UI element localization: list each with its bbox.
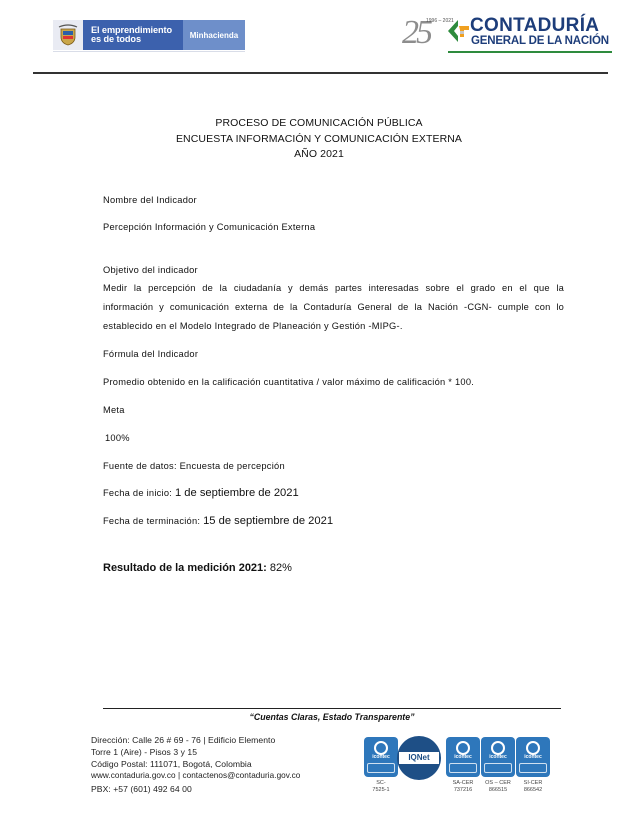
slogan-line-1: El emprendimiento xyxy=(91,25,173,35)
government-slogan xyxy=(83,20,183,50)
cert-code-5: SI-CER 866542 xyxy=(523,780,543,793)
document-title-line-3: AÑO 2021 xyxy=(294,148,344,160)
document-title-line-1: PROCESO DE COMUNICACIÓN PÚBLICA xyxy=(215,117,423,129)
goal-value: 100% xyxy=(105,433,130,443)
footer-divider xyxy=(103,708,561,709)
icontec-icon xyxy=(491,741,505,755)
address-line-2: Torre 1 (Aire) - Pisos 3 y 15 xyxy=(91,747,198,757)
address-line-4: www.contaduria.gov.co | contactenos@contaduria.gov.co xyxy=(91,771,301,780)
start-date-value: 1 de septiembre de 2021 xyxy=(174,487,299,499)
objective-line-1: Medir la percepción de la ciudadanía y demás partes interesadas sobre el grado en el que la xyxy=(103,283,564,293)
start-date-row xyxy=(103,487,299,499)
end-date-value: 15 de septiembre de 2021 xyxy=(203,515,334,527)
institution-name: CONTADURÍA xyxy=(470,15,600,36)
logo-underline xyxy=(448,51,612,53)
address-line-1: Dirección: Calle 26 # 69 - 76 | Edificio Elemento xyxy=(91,735,276,745)
banner-underline xyxy=(53,51,245,52)
data-source: Fuente de datos: Encuesta de percepción xyxy=(103,461,285,471)
end-date-row xyxy=(103,515,333,527)
iqnet-badge: IQNet xyxy=(397,736,441,780)
address-line-5: PBX: +57 (601) 492 64 00 xyxy=(91,784,192,794)
icontec-iso14001-badge: icontec xyxy=(446,737,480,777)
icontec-iso9001-badge: icontec xyxy=(364,737,398,777)
icontec-icon xyxy=(526,741,540,755)
anniversary-years: 1996 – 2021 xyxy=(426,18,454,24)
icontec-iso45001-badge: icontec xyxy=(481,737,515,777)
cert-code-4: OS – CER 866515 xyxy=(485,780,511,793)
government-banner xyxy=(53,20,245,50)
anniversary-logo: 25 xyxy=(402,14,430,51)
cgn-emblem-icon xyxy=(448,18,470,44)
result-value: 82% xyxy=(269,562,292,574)
formula-text: Promedio obtenido en la calificación cuantitativa / valor máximo de calificación * 100. xyxy=(103,377,475,387)
icontec-icon xyxy=(374,741,388,755)
icontec-icon xyxy=(456,741,470,755)
document-title-line-2: ENCUESTA INFORMACIÓN Y COMUNICACIÓN EXTERNA xyxy=(175,133,463,145)
indicator-name-label: Nombre del Indicador xyxy=(103,195,197,205)
header-divider xyxy=(33,72,608,74)
objective-line-3: establecido en el Modelo Integrado de Planeación y Gestión -MIPG-. xyxy=(103,321,403,331)
result-label: Resultado de la medición 2021: xyxy=(103,562,270,574)
footer-motto: “Cuentas Claras, Estado Transparente” xyxy=(249,712,415,722)
end-date-label: Fecha de terminación: xyxy=(103,516,204,526)
colombia-coat-of-arms-icon xyxy=(53,20,83,50)
result-row xyxy=(103,562,292,574)
formula-label: Fórmula del Indicador xyxy=(103,349,199,359)
goal-label: Meta xyxy=(103,405,125,415)
cert-code-1: SC- 7525-1 xyxy=(372,780,390,793)
objective-label: Objetivo del indicador xyxy=(103,265,198,275)
indicator-name: Percepción Información y Comunicación Externa xyxy=(103,222,316,232)
cert-code-3: SA-CER 737216 xyxy=(452,780,474,793)
start-date-label: Fecha de inicio: xyxy=(103,488,175,498)
objective-line-2: información y comunicación externa de la Contaduría General de la Nación -CGN- cumple con lo xyxy=(103,302,564,312)
slogan-line-2: es de todos xyxy=(91,34,141,44)
icontec-iso27001-badge: icontec xyxy=(516,737,550,777)
ministry-label: Minhacienda xyxy=(183,20,245,50)
institution-subtitle: GENERAL DE LA NACIÓN xyxy=(471,35,609,47)
address-line-3: Código Postal: 111071, Bogotá, Colombia xyxy=(91,759,252,769)
